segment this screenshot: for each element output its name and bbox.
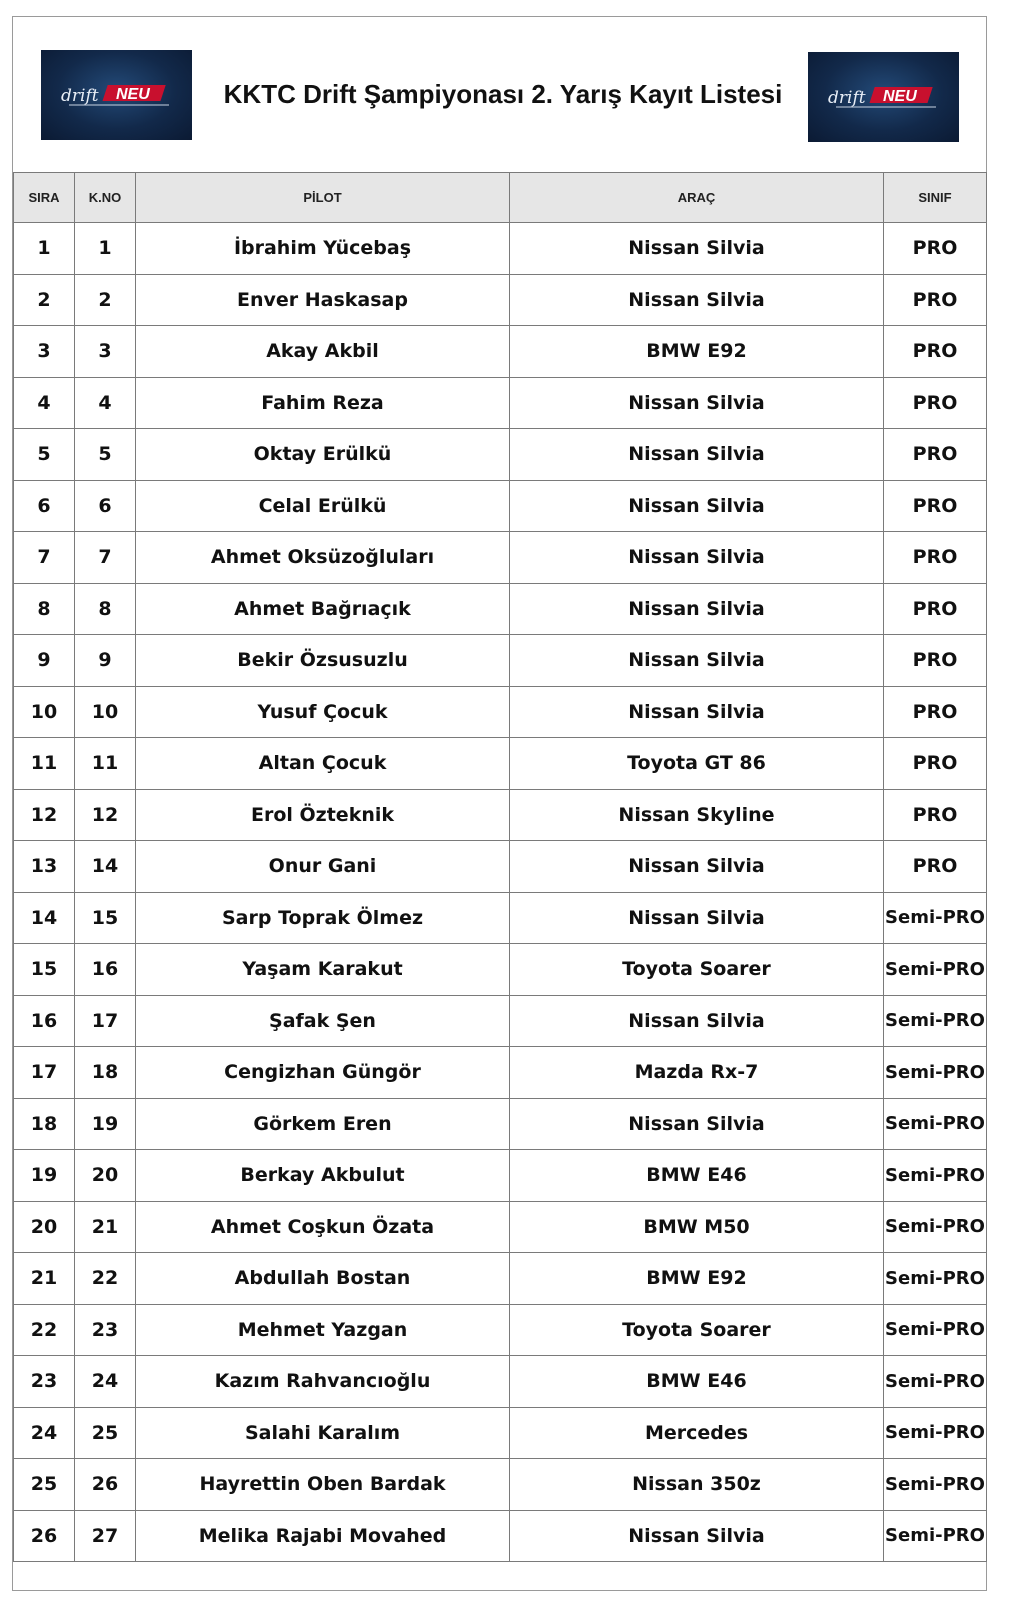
cell-sinif: Semi-PRO bbox=[884, 892, 987, 944]
cell-kno: 18 bbox=[75, 1047, 136, 1099]
table-row bbox=[14, 480, 987, 532]
cell-sira: 12 bbox=[14, 789, 75, 841]
driftneu-logo-mark bbox=[826, 83, 941, 111]
cell-sinif: PRO bbox=[884, 635, 987, 687]
cell-sinif: PRO bbox=[884, 377, 987, 429]
cell-pilot: Görkem Eren bbox=[136, 1098, 510, 1150]
cell-pilot: Enver Haskasap bbox=[136, 274, 510, 326]
cell-sira: 26 bbox=[14, 1510, 75, 1562]
cell-arac: Toyota Soarer bbox=[510, 944, 884, 996]
cell-pilot: Ahmet Bağrıaçık bbox=[136, 583, 510, 635]
cell-kno: 8 bbox=[75, 583, 136, 635]
cell-pilot: Erol Özteknik bbox=[136, 789, 510, 841]
cell-pilot: Kazım Rahvancıoğlu bbox=[136, 1356, 510, 1408]
table-body bbox=[14, 223, 987, 1562]
cell-arac: Nissan Silvia bbox=[510, 686, 884, 738]
table-row bbox=[14, 738, 987, 790]
cell-sira: 10 bbox=[14, 686, 75, 738]
table-row bbox=[14, 429, 987, 481]
cell-pilot: Celal Erülkü bbox=[136, 480, 510, 532]
cell-pilot: Abdullah Bostan bbox=[136, 1253, 510, 1305]
cell-sinif: Semi-PRO bbox=[884, 1150, 987, 1202]
cell-sira: 1 bbox=[14, 223, 75, 275]
cell-arac: Nissan Silvia bbox=[510, 223, 884, 275]
cell-arac: Nissan Silvia bbox=[510, 841, 884, 893]
cell-pilot: Şafak Şen bbox=[136, 995, 510, 1047]
cell-pilot: Hayrettin Oben Bardak bbox=[136, 1459, 510, 1511]
cell-sira: 23 bbox=[14, 1356, 75, 1408]
cell-sinif: PRO bbox=[884, 326, 987, 378]
cell-sira: 11 bbox=[14, 738, 75, 790]
cell-kno: 10 bbox=[75, 686, 136, 738]
table-row bbox=[14, 1201, 987, 1253]
cell-arac: BMW M50 bbox=[510, 1201, 884, 1253]
cell-sinif: Semi-PRO bbox=[884, 1356, 987, 1408]
cell-sinif: Semi-PRO bbox=[884, 1510, 987, 1562]
cell-kno: 23 bbox=[75, 1304, 136, 1356]
logo-word-drift: drift bbox=[61, 86, 99, 106]
cell-pilot: Yaşam Karakut bbox=[136, 944, 510, 996]
cell-sira: 25 bbox=[14, 1459, 75, 1511]
page-title: KKTC Drift Şampiyonası 2. Yarış Kayıt Listesi bbox=[223, 79, 783, 109]
cell-kno: 27 bbox=[75, 1510, 136, 1562]
cell-sinif: PRO bbox=[884, 686, 987, 738]
cell-sira: 2 bbox=[14, 274, 75, 326]
cell-kno: 17 bbox=[75, 995, 136, 1047]
cell-arac: Toyota GT 86 bbox=[510, 738, 884, 790]
column-header-kno: K.NO bbox=[75, 173, 136, 223]
cell-sira: 3 bbox=[14, 326, 75, 378]
cell-pilot: Akay Akbil bbox=[136, 326, 510, 378]
cell-pilot: Onur Gani bbox=[136, 841, 510, 893]
cell-sira: 5 bbox=[14, 429, 75, 481]
cell-pilot: Mehmet Yazgan bbox=[136, 1304, 510, 1356]
cell-kno: 9 bbox=[75, 635, 136, 687]
table-row bbox=[14, 789, 987, 841]
cell-arac: Mercedes bbox=[510, 1407, 884, 1459]
cell-sinif: PRO bbox=[884, 841, 987, 893]
table-row bbox=[14, 223, 987, 275]
cell-sira: 14 bbox=[14, 892, 75, 944]
cell-sinif: Semi-PRO bbox=[884, 995, 987, 1047]
cell-arac: Nissan Silvia bbox=[510, 995, 884, 1047]
table-row bbox=[14, 583, 987, 635]
table-row bbox=[14, 274, 987, 326]
driftneu-logo-right bbox=[808, 52, 959, 142]
cell-sira: 8 bbox=[14, 583, 75, 635]
cell-sira: 13 bbox=[14, 841, 75, 893]
cell-arac: Nissan Silvia bbox=[510, 1098, 884, 1150]
cell-kno: 3 bbox=[75, 326, 136, 378]
cell-kno: 12 bbox=[75, 789, 136, 841]
table-row bbox=[14, 995, 987, 1047]
cell-sinif: PRO bbox=[884, 532, 987, 584]
table-row bbox=[14, 1510, 987, 1562]
driftneu-logo-left bbox=[41, 50, 192, 140]
cell-sinif: PRO bbox=[884, 480, 987, 532]
cell-kno: 11 bbox=[75, 738, 136, 790]
cell-kno: 5 bbox=[75, 429, 136, 481]
cell-sinif: PRO bbox=[884, 738, 987, 790]
cell-sira: 7 bbox=[14, 532, 75, 584]
cell-sira: 18 bbox=[14, 1098, 75, 1150]
cell-sira: 4 bbox=[14, 377, 75, 429]
table-row bbox=[14, 892, 987, 944]
table-row bbox=[14, 1098, 987, 1150]
cell-arac: BMW E92 bbox=[510, 326, 884, 378]
cell-sinif: Semi-PRO bbox=[884, 1253, 987, 1305]
cell-kno: 26 bbox=[75, 1459, 136, 1511]
cell-pilot: Melika Rajabi Movahed bbox=[136, 1510, 510, 1562]
cell-arac: Nissan Skyline bbox=[510, 789, 884, 841]
column-header-pilot: PİLOT bbox=[136, 173, 510, 223]
cell-sinif: Semi-PRO bbox=[884, 1304, 987, 1356]
table-row bbox=[14, 1407, 987, 1459]
cell-kno: 24 bbox=[75, 1356, 136, 1408]
cell-arac: Nissan Silvia bbox=[510, 480, 884, 532]
cell-sira: 15 bbox=[14, 944, 75, 996]
cell-pilot: Ahmet Oksüzoğluları bbox=[136, 532, 510, 584]
cell-kno: 15 bbox=[75, 892, 136, 944]
cell-sira: 6 bbox=[14, 480, 75, 532]
cell-sira: 21 bbox=[14, 1253, 75, 1305]
cell-arac: Nissan Silvia bbox=[510, 635, 884, 687]
cell-sinif: Semi-PRO bbox=[884, 944, 987, 996]
cell-kno: 16 bbox=[75, 944, 136, 996]
cell-arac: Nissan Silvia bbox=[510, 532, 884, 584]
cell-kno: 22 bbox=[75, 1253, 136, 1305]
table-row bbox=[14, 377, 987, 429]
logo-word-neu: NEU bbox=[883, 88, 917, 105]
column-header-sira: SIRA bbox=[14, 173, 75, 223]
registration-table bbox=[13, 172, 987, 1562]
cell-pilot: Bekir Özsusuzlu bbox=[136, 635, 510, 687]
logo-word-neu: NEU bbox=[116, 86, 150, 103]
cell-pilot: Oktay Erülkü bbox=[136, 429, 510, 481]
cell-arac: Nissan Silvia bbox=[510, 583, 884, 635]
cell-sinif: PRO bbox=[884, 789, 987, 841]
table-row bbox=[14, 1459, 987, 1511]
cell-sinif: Semi-PRO bbox=[884, 1407, 987, 1459]
cell-sinif: Semi-PRO bbox=[884, 1047, 987, 1099]
table-header-row bbox=[14, 173, 987, 223]
table-row bbox=[14, 1304, 987, 1356]
cell-sinif: Semi-PRO bbox=[884, 1098, 987, 1150]
cell-pilot: İbrahim Yücebaş bbox=[136, 223, 510, 275]
cell-arac: Nissan Silvia bbox=[510, 274, 884, 326]
cell-sinif: PRO bbox=[884, 274, 987, 326]
cell-sira: 19 bbox=[14, 1150, 75, 1202]
sheet-header bbox=[13, 17, 986, 173]
driftneu-logo-mark bbox=[59, 81, 174, 109]
cell-arac: Nissan Silvia bbox=[510, 1510, 884, 1562]
cell-sira: 20 bbox=[14, 1201, 75, 1253]
cell-sinif: PRO bbox=[884, 223, 987, 275]
table-row bbox=[14, 841, 987, 893]
cell-arac: BMW E92 bbox=[510, 1253, 884, 1305]
cell-sinif: Semi-PRO bbox=[884, 1201, 987, 1253]
cell-pilot: Salahi Karalım bbox=[136, 1407, 510, 1459]
registration-sheet bbox=[12, 16, 987, 1591]
table-row bbox=[14, 326, 987, 378]
cell-sira: 17 bbox=[14, 1047, 75, 1099]
cell-kno: 21 bbox=[75, 1201, 136, 1253]
cell-sira: 16 bbox=[14, 995, 75, 1047]
cell-pilot: Altan Çocuk bbox=[136, 738, 510, 790]
table-row bbox=[14, 532, 987, 584]
cell-kno: 25 bbox=[75, 1407, 136, 1459]
cell-sira: 22 bbox=[14, 1304, 75, 1356]
cell-arac: BMW E46 bbox=[510, 1150, 884, 1202]
cell-sinif: Semi-PRO bbox=[884, 1459, 987, 1511]
cell-kno: 6 bbox=[75, 480, 136, 532]
cell-arac: Mazda Rx-7 bbox=[510, 1047, 884, 1099]
cell-kno: 20 bbox=[75, 1150, 136, 1202]
cell-pilot: Cengizhan Güngör bbox=[136, 1047, 510, 1099]
cell-arac: Nissan Silvia bbox=[510, 892, 884, 944]
cell-sinif: PRO bbox=[884, 583, 987, 635]
table-row bbox=[14, 1047, 987, 1099]
cell-arac: Nissan Silvia bbox=[510, 377, 884, 429]
column-header-sinif: SINIF bbox=[884, 173, 987, 223]
cell-pilot: Fahim Reza bbox=[136, 377, 510, 429]
column-header-arac: ARAÇ bbox=[510, 173, 884, 223]
cell-pilot: Yusuf Çocuk bbox=[136, 686, 510, 738]
table-row bbox=[14, 686, 987, 738]
cell-arac: Nissan Silvia bbox=[510, 429, 884, 481]
table-row bbox=[14, 1150, 987, 1202]
table-row bbox=[14, 1253, 987, 1305]
cell-kno: 19 bbox=[75, 1098, 136, 1150]
cell-pilot: Berkay Akbulut bbox=[136, 1150, 510, 1202]
cell-sira: 24 bbox=[14, 1407, 75, 1459]
cell-kno: 1 bbox=[75, 223, 136, 275]
cell-kno: 2 bbox=[75, 274, 136, 326]
cell-sira: 9 bbox=[14, 635, 75, 687]
cell-kno: 4 bbox=[75, 377, 136, 429]
cell-arac: Toyota Soarer bbox=[510, 1304, 884, 1356]
cell-pilot: Ahmet Coşkun Özata bbox=[136, 1201, 510, 1253]
cell-kno: 7 bbox=[75, 532, 136, 584]
table-row bbox=[14, 944, 987, 996]
cell-pilot: Sarp Toprak Ölmez bbox=[136, 892, 510, 944]
table-row bbox=[14, 635, 987, 687]
logo-word-drift: drift bbox=[828, 88, 866, 108]
table-row bbox=[14, 1356, 987, 1408]
cell-kno: 14 bbox=[75, 841, 136, 893]
cell-arac: BMW E46 bbox=[510, 1356, 884, 1408]
cell-sinif: PRO bbox=[884, 429, 987, 481]
cell-arac: Nissan 350z bbox=[510, 1459, 884, 1511]
